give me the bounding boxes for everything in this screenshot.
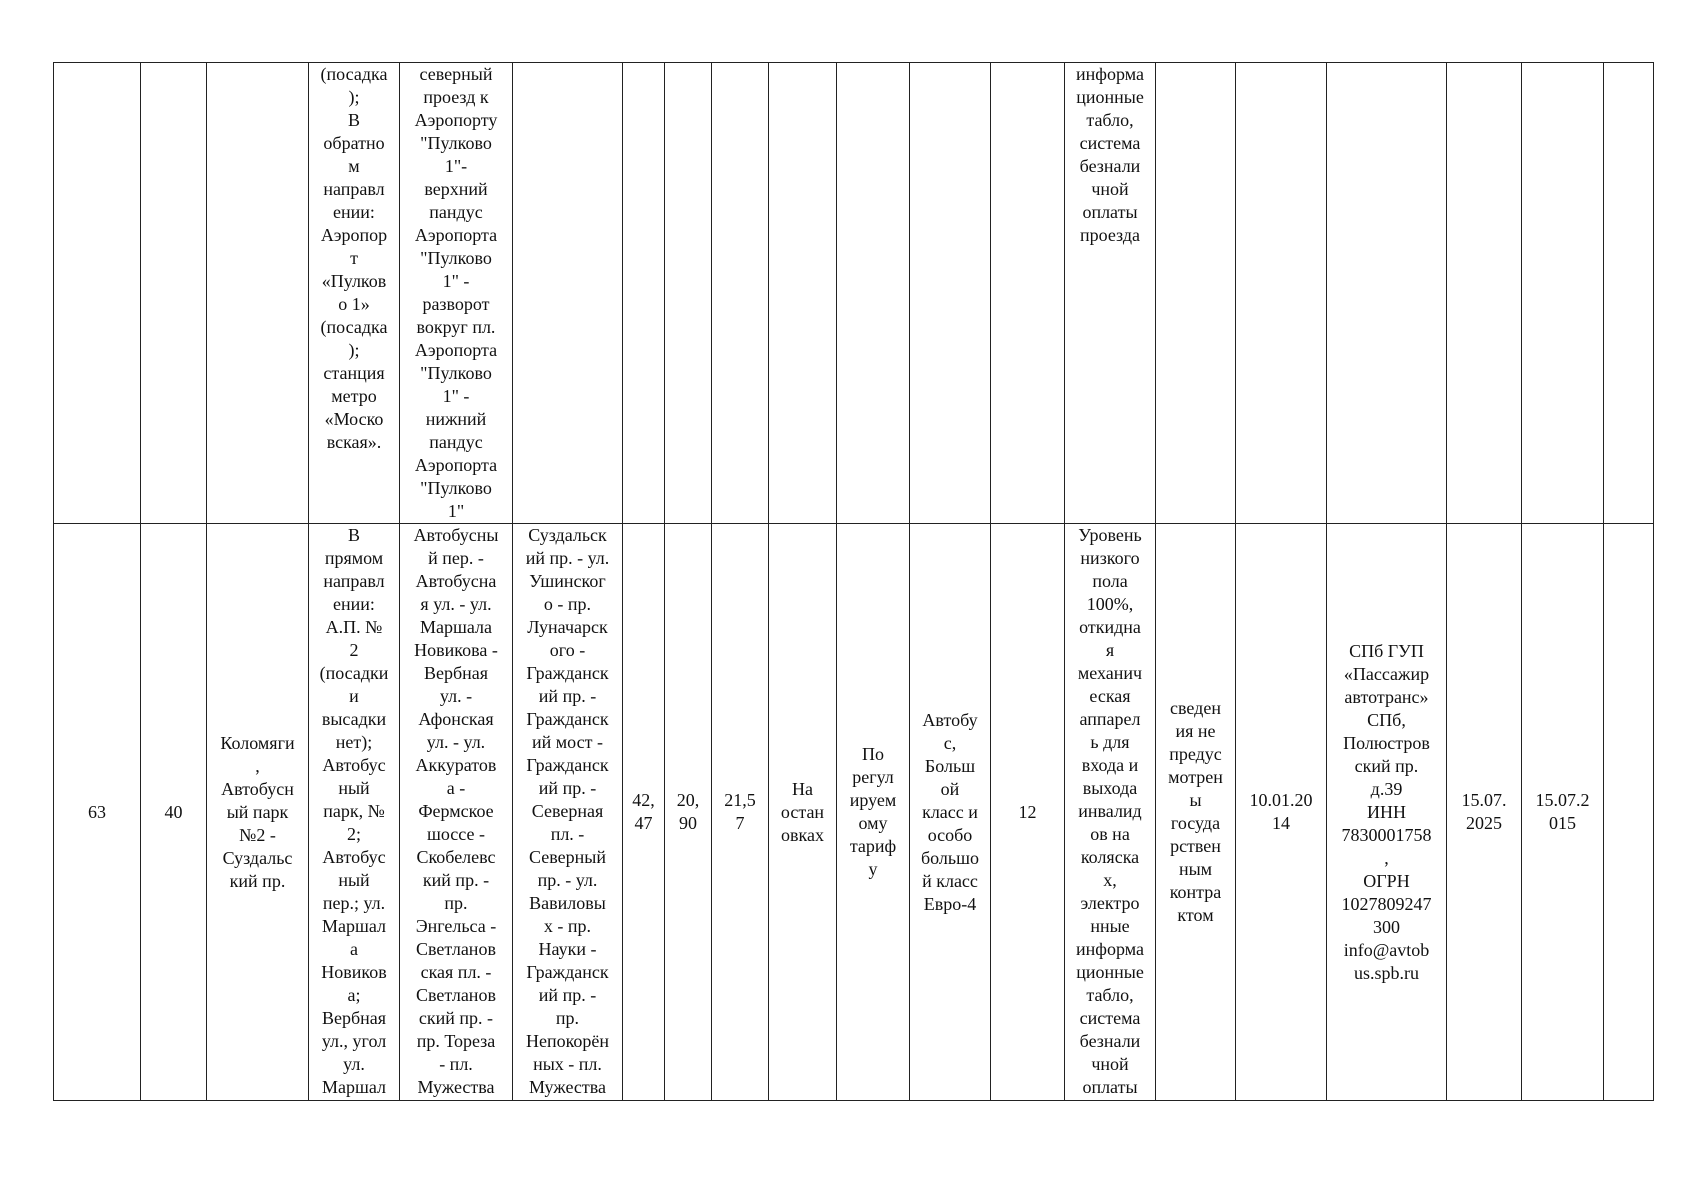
cell-characteristics: Уровень низкого пола 100%, откидна я механич еская аппарел ь для входа и выхода инвалид ов на коляска х, электро нные информа ционные табло, система безнали чной оплаты bbox=[1065, 524, 1156, 1101]
cell-vehicle-count: 12 bbox=[991, 524, 1065, 1101]
cell-last bbox=[1604, 524, 1654, 1101]
cell-vehicle-count bbox=[991, 63, 1065, 524]
cell-vehicle-type bbox=[910, 63, 991, 524]
cell-streets-forward: Автобусны й пер. - Автобусна я ул. - ул. Маршала Новикова - Вербная ул. - Афонская ул. - ул. Аккуратов а - Фермское шоссе - Скобелевс кий пр. - пр. Энгельса - Светланов ская пл. - Светланов ский пр. - пр. Тореза - пл. Мужества bbox=[400, 524, 513, 1101]
table-row bbox=[54, 524, 1654, 1101]
cell-length-backward: 21,5 7 bbox=[712, 524, 769, 1101]
cell-route-name: Коломяги , Автобусн ый парк №2 - Суздальс кий пр. bbox=[207, 524, 309, 1101]
cell-vehicle-type: Автобу с, Больш ой класс и особо большо й класс Евро-4 bbox=[910, 524, 991, 1101]
cell-characteristics: информа ционные табло, система безнали чной оплаты проезда bbox=[1065, 63, 1156, 524]
cell-start-date: 10.01.20 14 bbox=[1236, 524, 1327, 1101]
cell-carrier bbox=[1327, 63, 1447, 524]
cell-contract-info bbox=[1156, 63, 1236, 524]
cell-boarding-order bbox=[769, 63, 837, 524]
cell-length-backward bbox=[712, 63, 769, 524]
cell-streets-backward: Суздальск ий пр. - ул. Ушинског о - пр. Луначарск ого - Гражданск ий пр. - Гражданск ий мост - Гражданск ий пр. - Северная пл. - Северный пр. - ул. Вавиловы х - пр. Науки - Гражданск ий пр. - пр. Непокорён ных - пл. Мужества bbox=[513, 524, 623, 1101]
cell-reg-number bbox=[54, 63, 141, 524]
cell-length-forward bbox=[665, 63, 712, 524]
cell-length-total: 42, 47 bbox=[623, 524, 665, 1101]
cell-boarding-order: На остан овках bbox=[769, 524, 837, 1101]
cell-streets-forward: северный проезд к Аэропорту "Пулково 1"- верхний пандус Аэропорта "Пулково 1" - разворот вокруг пл. Аэропорта "Пулково 1" - нижний пандус Аэропорта "Пулково 1" bbox=[400, 63, 513, 524]
cell-route-number: 40 bbox=[141, 524, 207, 1101]
cell-stops: (посадка ); В обратно м направл ении: Аэропор т «Пулков о 1» (посадка ); станция метро «Моско вская». bbox=[309, 63, 400, 524]
cell-contract-info: сведен ия не предус мотрен ы госуда рствен ным контра ктом bbox=[1156, 524, 1236, 1101]
cell-date-2 bbox=[1522, 63, 1604, 524]
cell-reg-number: 63 bbox=[54, 524, 141, 1101]
table-row bbox=[54, 63, 1654, 524]
cell-last bbox=[1604, 63, 1654, 524]
cell-date-1 bbox=[1447, 63, 1522, 524]
cell-tariff: По регул ируем ому тариф у bbox=[837, 524, 910, 1101]
cell-streets-backward bbox=[513, 63, 623, 524]
cell-route-name bbox=[207, 63, 309, 524]
route-register-table bbox=[53, 62, 1654, 1101]
cell-date-2: 15.07.2 015 bbox=[1522, 524, 1604, 1101]
cell-date-1: 15.07. 2025 bbox=[1447, 524, 1522, 1101]
cell-stops: В прямом направл ении: А.П. № 2 (посадки и высадки нет); Автобус ный парк, № 2; Автобус ный пер.; ул. Маршал а Новиков а; Вербная ул., угол ул. Маршал bbox=[309, 524, 400, 1101]
cell-length-total bbox=[623, 63, 665, 524]
cell-route-number bbox=[141, 63, 207, 524]
cell-carrier: СПб ГУП «Пассажир автотранс» СПб, Полюстров ский пр. д.39 ИНН 7830001758 , ОГРН 1027809247 300 info@avtob us.spb.ru bbox=[1327, 524, 1447, 1101]
cell-start-date bbox=[1236, 63, 1327, 524]
cell-tariff bbox=[837, 63, 910, 524]
cell-length-forward: 20, 90 bbox=[665, 524, 712, 1101]
